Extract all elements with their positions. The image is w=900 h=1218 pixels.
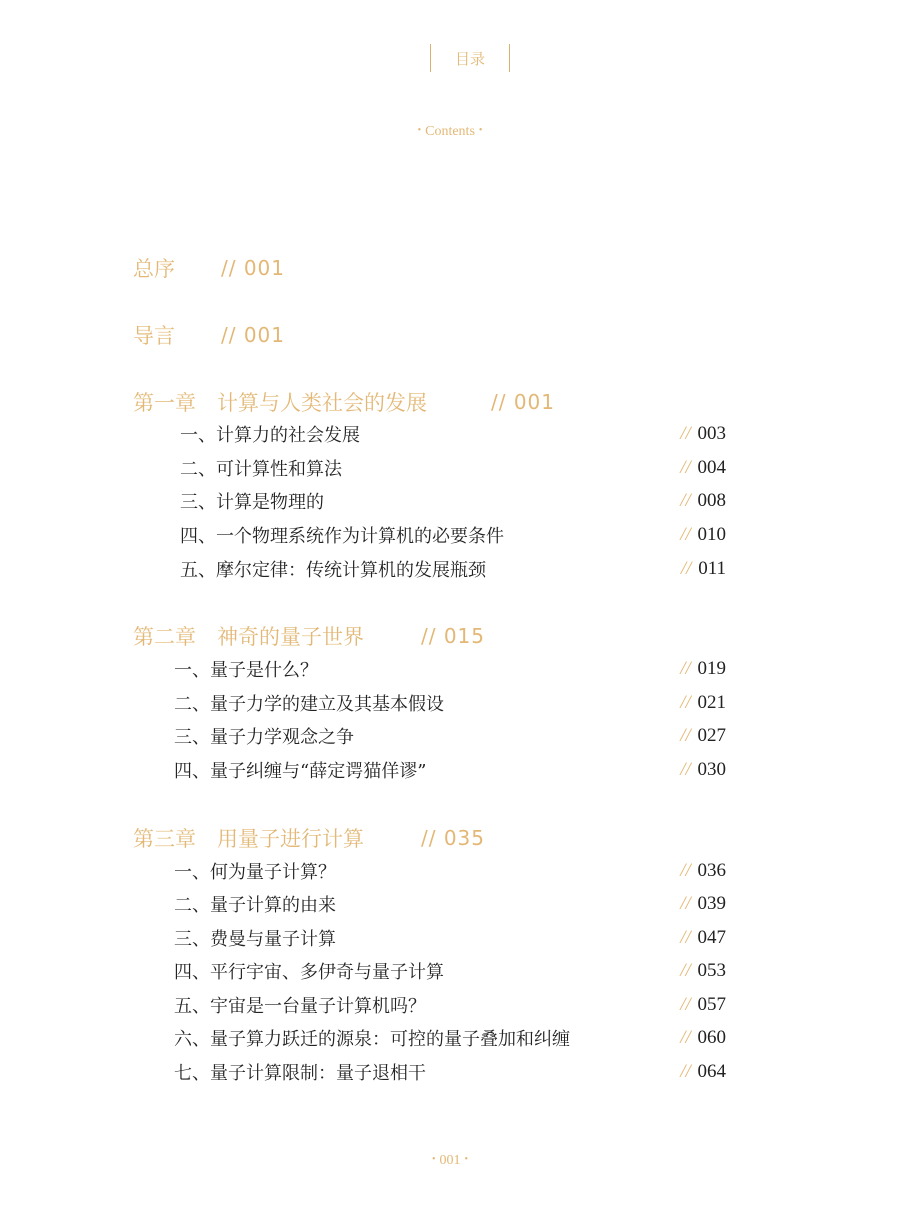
section-page: // 035 <box>421 826 486 850</box>
toc-item-page-number: 004 <box>697 457 726 478</box>
slash-mark: // <box>680 457 691 478</box>
toc-item-page-number: 039 <box>697 893 726 914</box>
toc-item <box>174 924 726 952</box>
toc-item-label: 四、平行宇宙、多伊奇与量子计算 <box>174 962 444 983</box>
toc-item-page <box>680 490 726 512</box>
toc-item <box>174 756 726 784</box>
toc-item-page <box>681 558 726 580</box>
toc-item-label: 三、费曼与量子计算 <box>174 929 336 950</box>
section-page: // 001 <box>221 323 286 347</box>
slash-mark: // <box>680 893 691 914</box>
toc-item-page <box>680 457 726 479</box>
toc-item-label: 二、量子计算的由来 <box>174 895 336 916</box>
page-footer <box>0 1153 900 1169</box>
toc-item-page <box>680 960 726 982</box>
slash-mark: // <box>680 490 691 511</box>
toc-item <box>174 890 726 918</box>
section-page: // 001 <box>221 256 286 280</box>
section-title: 第三章 用量子进行计算 <box>133 827 364 851</box>
toc-item-page-number: 030 <box>697 759 726 780</box>
toc-item-label: 二、可计算性和算法 <box>180 459 342 480</box>
toc-item-page <box>680 860 726 882</box>
toc-item <box>174 1024 726 1052</box>
toc-item-label: 一、量子是什么？ <box>174 660 318 681</box>
toc-section-chapter-1 <box>133 387 555 417</box>
slash-mark: // <box>680 994 691 1015</box>
toc-item-page <box>680 423 726 445</box>
toc-item-page <box>680 725 726 747</box>
toc-item-page <box>680 994 726 1016</box>
toc-item-page-number: 011 <box>698 558 726 579</box>
toc-item-page-number: 060 <box>697 1027 726 1048</box>
decorative-dot-icon: • <box>417 125 422 136</box>
toc-item-page-number: 047 <box>697 927 726 948</box>
toc-item-page <box>680 1027 726 1049</box>
toc-item <box>174 555 726 583</box>
decorative-dot-icon: • <box>464 1154 469 1165</box>
toc-section-chapter-2 <box>133 621 485 651</box>
toc-item-label: 四、量子纠缠与“薛定谔猫佯谬” <box>174 761 427 782</box>
toc-item-page-number: 021 <box>697 692 726 713</box>
toc-section-chapter-3 <box>133 823 485 853</box>
toc-item <box>174 957 726 985</box>
toc-item <box>174 420 726 448</box>
toc-item-page-number: 019 <box>697 658 726 679</box>
toc-item-page-number: 064 <box>697 1061 726 1082</box>
toc-item-page-number: 008 <box>697 490 726 511</box>
toc-item-label: 一、计算力的社会发展 <box>180 425 360 446</box>
toc-item-label: 七、量子计算限制：量子退相干 <box>174 1063 426 1084</box>
toc-item-page <box>680 1061 726 1083</box>
toc-item-page-number: 010 <box>697 524 726 545</box>
toc-section-introduction <box>133 320 285 350</box>
slash-mark: // <box>680 423 691 444</box>
toc-item <box>174 521 726 549</box>
toc-header-title-text: 目录 <box>454 49 485 68</box>
section-title: 第一章 计算与人类社会的发展 <box>133 391 427 415</box>
section-page: // 015 <box>421 624 486 648</box>
toc-header-subtitle-text: Contents <box>425 124 475 139</box>
toc-item-page <box>680 759 726 781</box>
toc-item <box>174 655 726 683</box>
slash-mark: // <box>680 759 691 780</box>
slash-mark: // <box>680 692 691 713</box>
slash-mark: // <box>680 860 691 881</box>
toc-item-page <box>680 524 726 546</box>
slash-mark: // <box>680 927 691 948</box>
toc-item-label: 六、量子算力跃迁的源泉：可控的量子叠加和纠缠 <box>174 1029 570 1050</box>
toc-item-label: 五、摩尔定律：传统计算机的发展瓶颈 <box>180 560 486 581</box>
toc-section-preface <box>133 253 285 283</box>
toc-item <box>174 454 726 482</box>
toc-item <box>174 1058 726 1086</box>
toc-item-page <box>680 658 726 680</box>
page-number: 001 <box>439 1153 461 1168</box>
toc-item-label: 三、计算是物理的 <box>180 492 324 513</box>
toc-item <box>174 857 726 885</box>
toc-item-page-number: 003 <box>697 423 726 444</box>
slash-mark: // <box>680 1027 691 1048</box>
toc-item-page-number: 036 <box>697 860 726 881</box>
slash-mark: // <box>680 960 691 981</box>
toc-item-label: 三、量子力学观念之争 <box>174 727 354 748</box>
toc-item-label: 四、一个物理系统作为计算机的必要条件 <box>180 526 504 547</box>
toc-item <box>174 991 726 1019</box>
slash-mark: // <box>680 725 691 746</box>
slash-mark: // <box>680 524 691 545</box>
slash-mark: // <box>680 558 692 579</box>
decorative-dot-icon: • <box>431 1154 436 1165</box>
toc-item-page <box>680 692 726 714</box>
slash-mark: // <box>680 1061 691 1082</box>
section-title: 总序 <box>133 257 175 281</box>
toc-header-title <box>430 44 510 72</box>
toc-item-label: 五、宇宙是一台量子计算机吗？ <box>174 996 426 1017</box>
slash-mark: // <box>680 658 691 679</box>
section-page: // 001 <box>491 390 556 414</box>
toc-item-page-number: 053 <box>697 960 726 981</box>
toc-item-label: 一、何为量子计算？ <box>174 862 336 883</box>
toc-item-label: 二、量子力学的建立及其基本假设 <box>174 694 444 715</box>
toc-item-page <box>680 893 726 915</box>
toc-item <box>174 722 726 750</box>
toc-item <box>174 689 726 717</box>
section-title: 导言 <box>133 324 175 348</box>
toc-item-page-number: 057 <box>697 994 726 1015</box>
toc-item <box>174 487 726 515</box>
toc-item-page <box>680 927 726 949</box>
toc-header-subtitle <box>0 124 900 140</box>
section-title: 第二章 神奇的量子世界 <box>133 625 364 649</box>
decorative-dot-icon: • <box>478 125 483 136</box>
toc-item-page-number: 027 <box>697 725 726 746</box>
